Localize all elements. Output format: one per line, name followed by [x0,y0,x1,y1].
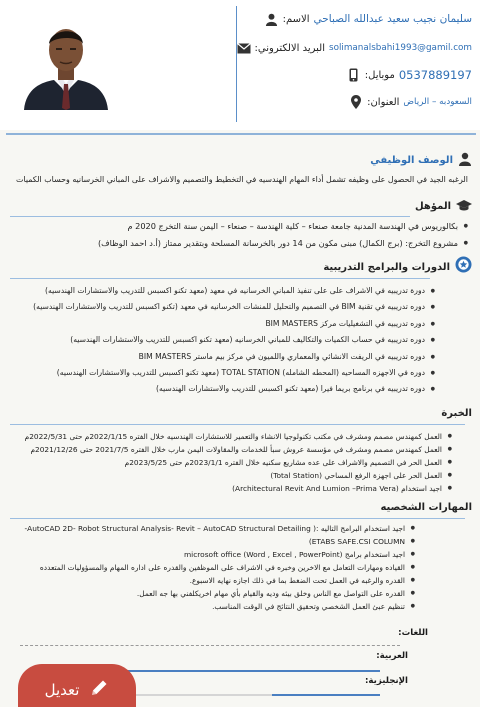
envelope-icon [237,41,251,55]
mobile-value[interactable]: 0537889197 [398,68,472,82]
courses-heading [323,256,472,279]
skills-heading [380,502,472,513]
list-item: ● العمل الحر في التصميم والاشراف على عده مشاريع سكنيه خلال الفتره 2023/1/1م حتى 2023/5/25م [25,456,452,469]
list-item: ● بكالوريوس في الهندسة المدنية جامعة صنعاء – كلية الهندسة – صنعاء – اليمن سنة التخرج 2020 م [98,218,468,235]
list-item: ● العمل كمهندس مصمم ومشرف في مكتب تكنولوجيا الانشاء والتعمير للاستشارات الهندسيه خلال الفتره 2022/1/15م حتى 2022/5/31م [25,430,452,443]
resume-header [0,0,480,130]
english-level-fill [272,694,380,696]
arabic-level-bar [110,670,380,672]
list-item: ● دورة تدريبيه في الاشراف على على تنفيذ المباني الخرسانيه في معهد (معهد تكنو اكسبس للتدريب والاستشارات الهندسيه) [33,283,435,299]
languages-rule [20,645,400,646]
job-text: الرغبه الجيد في الحصول على وظيفه تشمل أداء المهام الهندسيه في التخطيط والتصميم والاشراف على المباني الخرسانيه وحساب الكميات [16,175,468,184]
list-item-continuation: ● ETABS SAFE.CSI COLUMN) [24,535,415,548]
name-value: سليمان نجيب سعيد عبدالله الصباحي [313,13,472,25]
person-icon [265,12,279,26]
list-item: ● دوره في الاجهزه المساحيه (المحطه الشامله) TOTAL STATION (معهد تكنو اكسبس للتدريب والاستشارات الهندسيه) [33,365,435,381]
qualification-title: المؤهل [414,201,451,212]
job-section-heading [370,151,472,170]
edit-button[interactable] [18,664,136,707]
list-item: ● دوره تدريبيه في تقنية BIM في التصميم والتحليل للمنشات الخرسانيه في معهد (تكنو اكسبس للتدريب والاستشارات الهندسيه) [33,299,435,315]
skills-rule [10,518,465,519]
experience-heading [441,408,472,419]
email-row [237,41,473,55]
job-title: الوصف الوظيفي [370,155,453,166]
list-item: ● مشروع التخرج: (برج الكمال) مبنى مكون من 14 دور بالخرسانة المسلحة وبتقدير ممتاز (أ.د احمد الوظاف) [98,235,468,252]
list-item: ● دوره تدريبيه في برنامج بريما فيرا (معهد تكنو اكسبس للتدريب والاستشارات الهندسيه) [33,381,435,397]
courses-title: الدورات والبرامج التدريبية [323,262,450,273]
header-separator [6,133,476,135]
address-label: العنوان: [367,96,400,108]
skills-title: المهارات الشخصيه [380,502,472,513]
user-tie-icon [458,151,472,170]
list-item: ● دوره تدريبيه في الريفت الانشائي والمعماري واللميون في مركز بيم ماستر BIM MASTERS [33,349,435,365]
skills-list [24,522,415,613]
award-badge-icon [455,256,472,279]
arabic-label: العربية: [376,651,408,661]
list-item: ● اجيد استخدام (Architectural Revit And Lumion –Prima Vera) [25,482,452,495]
pencil-icon [89,678,109,702]
experience-list [25,430,452,495]
profile-photo [10,18,122,110]
english-label: الإنجليزية: [364,676,408,686]
list-item: ● اجيد استخدام برامج microsoft office (Word , Excel , PowerPoint) [24,548,415,561]
email-value[interactable]: solimanalsbahi1993@gamil.com [328,43,472,53]
courses-rule [10,278,430,279]
list-item: ● القدره والرغبه في العمل تحت الضغط بما في ذلك اجازه نهايه الاسبوع. [24,574,415,587]
mobile-label: موبايل: [364,69,395,81]
name-row [265,12,472,26]
edit-button-label: تعديل [44,681,80,699]
languages-title: اللغات: [398,628,428,638]
qualification-rule [10,216,410,217]
list-item: ● اجيد استخدام البرامج التاليه :( AutoCAD 2D- Robot Structural Analysis- Revit – AutoCAD Structural Detailing- [24,522,415,535]
address-value: السعودبه – الرياض [403,97,472,107]
list-item: ● العمل كمهندس مصمم ومشرف في مؤسسة عروش سبأ للخدمات والمقاولات اليمن مارب خلال الفتره 2021/7/5 حتى 2021/12/26م [25,443,452,456]
list-item: ● دوره تدريبيه في التشغيليات مركز BIM MASTERS [33,316,435,332]
qualification-heading [415,197,472,216]
qualification-list [98,218,468,252]
arabic-level-fill [110,670,380,672]
graduation-cap-icon [456,197,472,216]
list-item: ● تنظيم عبئ العمل الشخصي وتحقيق النتائج في الوقت المناسب. [24,600,415,613]
courses-list [33,283,435,398]
experience-rule [10,424,465,425]
list-item: ● دوره تدريبيه في حساب الكميات والتكاليف للمباني الخرسانيه (معهد تكنو اكسبس للتدريب والاستشارات الهندسيه) [33,332,435,348]
mobile-row [347,68,472,82]
phone-icon [347,68,361,82]
list-item: ● القدره على التواصل مع الناس وخلق بيئه وديه والقيام بأي مهام اخريكلفني بها جه العمل. [24,587,415,600]
header-divider [236,6,237,122]
location-pin-icon [349,95,363,109]
email-label: البريد الالكتروني: [254,42,325,54]
list-item: ● القياده ومهارات التعامل مع الاخرين وخبره في الاشراف على الموظفين والقدره على اداره المهام والمسؤوليات المتعدده [24,561,415,574]
experience-title: الخبرة [441,408,472,419]
address-row [349,95,472,109]
list-item: ● العمل الحر على اجهزة الرفع المساحي (Total Station) [25,469,452,482]
english-level-bar [110,694,380,696]
name-label: الاسم: [282,13,310,25]
